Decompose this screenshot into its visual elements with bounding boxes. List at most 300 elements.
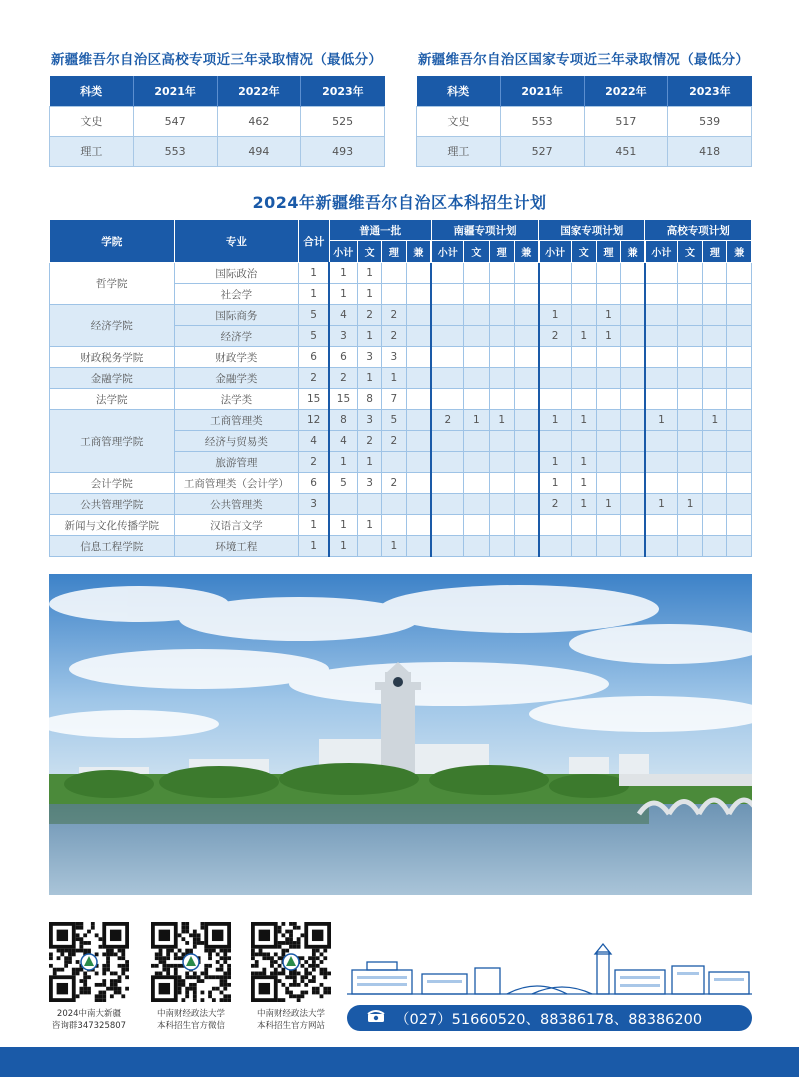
table-cell [645,389,677,410]
header-sub: 兼 [727,241,752,263]
header-sub: 小计 [645,241,677,263]
table-cell [431,305,463,326]
table-cell [406,452,431,473]
table-cell [431,473,463,494]
table-cell: 1 [357,515,381,536]
qr-label: 中南财经政法大学 本科招生官方微信 [156,1009,225,1031]
table-cell: 2 [329,368,357,389]
qr-code-wechat [151,922,231,1002]
college-cell: 公共管理学院 [50,494,175,515]
header-cell: 科类 [417,76,501,106]
table-cell: 8 [329,410,357,431]
table-cell: 1 [299,515,329,536]
table-cell [571,536,596,557]
header-sub: 文 [357,241,381,263]
table-cell [596,284,620,305]
table-cell [514,284,538,305]
table-cell [464,326,489,347]
table-cell [727,431,752,452]
header-group: 国家专项计划 [539,220,645,241]
table-cell: 2 [382,473,406,494]
table-cell [406,515,431,536]
table-cell [677,431,702,452]
table-cell: 494 [217,136,301,166]
header-group: 普通一批 [329,220,431,241]
table-cell [677,452,702,473]
table-cell: 553 [500,106,584,136]
table-cell [406,410,431,431]
table-cell [621,494,645,515]
header-sub: 文 [464,241,489,263]
table-cell: 6 [329,347,357,368]
header-sub: 理 [489,241,514,263]
table-cell: 2 [382,305,406,326]
table-cell [571,305,596,326]
table-cell [596,263,620,284]
college-cell: 财政税务学院 [50,347,175,368]
header-sub: 理 [596,241,620,263]
table-cell [621,431,645,452]
table-cell [464,305,489,326]
table-cell: 6 [299,473,329,494]
header-cell: 2022年 [584,76,668,106]
table-cell [431,536,463,557]
table-cell [464,263,489,284]
table-cell [703,284,727,305]
table-cell: 1 [539,305,571,326]
table-cell: 1 [571,494,596,515]
table-cell [677,284,702,305]
table-cell: 7 [382,389,406,410]
table-cell [596,473,620,494]
table-cell [621,536,645,557]
table-cell [703,326,727,347]
college-cell: 哲学院 [50,263,175,305]
table-cell [489,305,514,326]
table-cell [357,494,381,515]
table-cell [539,515,571,536]
table-cell [514,494,538,515]
table-cell: 1 [596,494,620,515]
table-cell [514,410,538,431]
table-cell: 553 [133,136,217,166]
table-cell [596,368,620,389]
table-cell [464,494,489,515]
table-cell [727,263,752,284]
table-cell [621,305,645,326]
header-sub: 兼 [514,241,538,263]
table-cell: 2 [539,494,571,515]
header-sub: 小计 [329,241,357,263]
table-cell [703,515,727,536]
table-cell: 1 [571,473,596,494]
table-row [50,389,752,410]
table-cell [406,305,431,326]
table-cell: 547 [133,106,217,136]
table-cell [329,494,357,515]
table-cell [596,536,620,557]
table-cell: 12 [299,410,329,431]
table-cell: 1 [299,263,329,284]
table-cell: 1 [357,284,381,305]
table-cell [727,536,752,557]
header-sub: 兼 [406,241,431,263]
table-cell: 理工 [417,136,501,166]
table-cell [431,452,463,473]
major-cell: 社会学 [174,284,299,305]
table-cell [727,515,752,536]
table-cell [539,368,571,389]
table-cell [703,263,727,284]
table-cell [406,347,431,368]
header-college: 学院 [50,220,175,263]
qr-label: 2024中南大新疆 咨询群347325807 [51,1009,127,1031]
table-cell [677,515,702,536]
table-cell [539,263,571,284]
table-cell [727,368,752,389]
table-cell [621,452,645,473]
college-cell: 信息工程学院 [50,536,175,557]
table-row [50,494,752,515]
qr-code-website [251,922,331,1002]
table-cell [596,389,620,410]
table-cell [464,284,489,305]
table-cell [727,389,752,410]
table-cell [514,347,538,368]
header-cell: 科类 [50,76,134,106]
table-cell [703,347,727,368]
table-cell: 1 [329,263,357,284]
table-cell: 8 [357,389,381,410]
table-cell: 3 [329,326,357,347]
table-cell: 1 [299,284,329,305]
table-cell [596,431,620,452]
major-cell: 法学类 [174,389,299,410]
table-cell [514,305,538,326]
table-cell [677,263,702,284]
table-cell [621,473,645,494]
table-cell [431,494,463,515]
contact-phone-number: （027）51660520、88386178、88386200 [395,1011,703,1028]
table-cell [703,473,727,494]
table-cell: 5 [299,305,329,326]
table-cell: 3 [357,473,381,494]
college-cell: 金融学院 [50,368,175,389]
table-cell [727,284,752,305]
table-cell [727,494,752,515]
table-cell [571,347,596,368]
table-cell [727,410,752,431]
table-row [417,136,752,166]
table-cell [645,263,677,284]
table-cell: 2 [299,452,329,473]
table-cell [514,326,538,347]
table-cell [571,515,596,536]
table-cell [703,536,727,557]
table-cell: 527 [500,136,584,166]
table-cell [645,515,677,536]
table-cell: 15 [329,389,357,410]
table-row [50,347,752,368]
table-cell [357,536,381,557]
table-cell [406,536,431,557]
table-cell [514,368,538,389]
table-cell: 1 [571,410,596,431]
table-cell: 2 [357,431,381,452]
table-cell [431,347,463,368]
campus-photo [49,574,752,895]
table-cell [489,536,514,557]
table-cell [677,326,702,347]
table-cell [621,347,645,368]
table-cell [406,368,431,389]
table-cell [489,326,514,347]
table-cell [489,263,514,284]
table-cell: 1 [357,452,381,473]
table-cell [489,284,514,305]
table-cell [431,263,463,284]
table-cell: 2 [539,326,571,347]
table-cell [677,389,702,410]
table-cell: 1 [357,263,381,284]
table-cell: 1 [357,368,381,389]
table-row [50,536,752,557]
table-cell [489,473,514,494]
college-cell: 会计学院 [50,473,175,494]
table-row [50,410,752,431]
plan-title: 2024年新疆维吾尔自治区本科招生计划 [252,193,547,212]
table-cell [431,326,463,347]
table-cell: 1 [539,410,571,431]
table-cell [489,515,514,536]
table-cell [727,305,752,326]
table-cell [677,347,702,368]
table-cell [621,389,645,410]
table-cell [677,536,702,557]
table-cell [677,410,702,431]
table-cell [464,473,489,494]
table-cell: 1 [329,452,357,473]
header-group: 南疆专项计划 [431,220,538,241]
table-cell: 1 [329,515,357,536]
major-cell: 国际政治 [174,263,299,284]
table-cell [703,389,727,410]
table-cell: 1 [299,536,329,557]
table-cell: 462 [217,106,301,136]
table-cell [382,452,406,473]
header-group: 高校专项计划 [645,220,752,241]
table-cell [489,431,514,452]
table-cell [406,494,431,515]
table-cell: 539 [668,106,752,136]
table-cell: 3 [299,494,329,515]
table-cell [489,494,514,515]
table-cell: 2 [382,431,406,452]
table-cell [677,473,702,494]
phone-icon [367,1009,387,1027]
table-cell: 493 [301,136,385,166]
table-cell [514,431,538,452]
table-cell: 1 [539,473,571,494]
header-cell: 2023年 [301,76,385,106]
table-cell: 1 [571,452,596,473]
table-cell [703,368,727,389]
table-cell [539,284,571,305]
table-cell [431,431,463,452]
college-cell: 法学院 [50,389,175,410]
table-cell [489,452,514,473]
table-cell [489,347,514,368]
table-cell [645,431,677,452]
major-cell: 工商管理类（会计学） [174,473,299,494]
table-cell: 2 [299,368,329,389]
qr-code-consult-group [49,922,129,1002]
table-cell: 理工 [50,136,134,166]
table-cell [596,410,620,431]
header-sub: 理 [382,241,406,263]
table-cell [464,389,489,410]
header-sub: 理 [703,241,727,263]
table-cell [677,368,702,389]
table-row [50,136,385,166]
table-cell: 5 [299,326,329,347]
table-cell: 1 [645,410,677,431]
major-cell: 旅游管理 [174,452,299,473]
table-cell [571,284,596,305]
table-cell: 3 [382,347,406,368]
table-cell [645,305,677,326]
table-cell: 1 [539,452,571,473]
table-cell: 1 [464,410,489,431]
table-cell [406,389,431,410]
table-row [50,263,752,284]
table-cell: 1 [329,284,357,305]
table-cell [677,305,702,326]
table-cell [621,284,645,305]
table-cell: 1 [677,494,702,515]
table-cell [514,452,538,473]
table-cell [514,536,538,557]
enrollment-plan-table [49,219,752,557]
table-cell [464,515,489,536]
table-cell: 1 [489,410,514,431]
table-cell: 6 [299,347,329,368]
header-major: 专业 [174,220,299,263]
qr-label: 中南财经政法大学 本科招生官方网站 [256,1009,325,1031]
table-cell [382,515,406,536]
table-cell [645,368,677,389]
table-cell [382,263,406,284]
table-cell [727,452,752,473]
table-cell [571,389,596,410]
table-cell [703,431,727,452]
major-cell: 公共管理类 [174,494,299,515]
table-cell [431,389,463,410]
table-cell [727,473,752,494]
table-cell: 2 [431,410,463,431]
header-sub: 小计 [431,241,463,263]
campus-skyline-illustration [347,940,752,996]
table-cell: 3 [357,347,381,368]
footer-strip [0,1047,799,1077]
table-cell [382,284,406,305]
table-cell: 2 [357,305,381,326]
college-cell: 新闻与文化传播学院 [50,515,175,536]
table-cell: 3 [357,410,381,431]
table-cell [539,536,571,557]
table-cell [727,347,752,368]
table-cell [464,452,489,473]
table-cell [464,347,489,368]
table-cell: 5 [382,410,406,431]
right-table-title: 新疆维吾尔自治区国家专项近三年录取情况（最低分） [418,52,750,68]
table-cell [571,368,596,389]
header-sub: 小计 [539,241,571,263]
table-row [50,368,752,389]
table-row [417,106,752,136]
header-sub: 文 [677,241,702,263]
table-cell [406,473,431,494]
table-cell [645,536,677,557]
table-cell [406,263,431,284]
table-cell: 517 [584,106,668,136]
table-cell [571,263,596,284]
table-cell: 4 [329,305,357,326]
table-cell: 4 [329,431,357,452]
table-cell [406,326,431,347]
table-row [50,515,752,536]
table-cell [514,473,538,494]
table-cell: 1 [703,410,727,431]
table-cell: 文史 [417,106,501,136]
table-cell [382,494,406,515]
table-row [50,305,752,326]
table-cell [464,536,489,557]
major-cell: 经济与贸易类 [174,431,299,452]
college-cell: 经济学院 [50,305,175,347]
table-cell [621,263,645,284]
table-cell [464,431,489,452]
table-cell [514,389,538,410]
table-cell: 5 [329,473,357,494]
table-cell [514,263,538,284]
table-cell: 1 [596,326,620,347]
table-cell: 418 [668,136,752,166]
table-cell [431,284,463,305]
major-cell: 金融学类 [174,368,299,389]
table-row [50,473,752,494]
college-cell: 工商管理学院 [50,410,175,473]
table-cell [645,452,677,473]
right-admission-table [416,76,752,167]
table-cell [645,473,677,494]
table-row [50,106,385,136]
left-table-title: 新疆维吾尔自治区高校专项近三年录取情况（最低分） [51,52,383,68]
major-cell: 环境工程 [174,536,299,557]
table-cell: 1 [382,536,406,557]
major-cell: 经济学 [174,326,299,347]
table-cell [621,326,645,347]
table-cell [645,326,677,347]
table-cell [621,368,645,389]
table-cell: 1 [645,494,677,515]
table-cell [406,284,431,305]
contact-phone-bar [347,1005,752,1031]
table-cell: 1 [382,368,406,389]
table-cell: 15 [299,389,329,410]
table-cell [464,368,489,389]
table-cell [645,347,677,368]
